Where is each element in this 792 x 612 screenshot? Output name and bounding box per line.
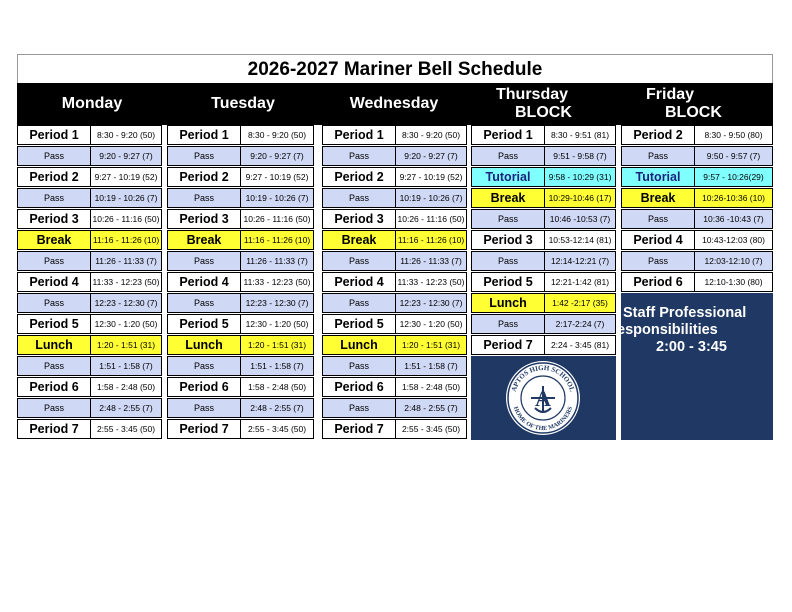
schedule-row [621,272,773,292]
schedule-row [322,272,467,292]
row-time: 9:27 - 10:19 (52) [94,172,158,182]
row-time: 12:10-1:30 (80) [704,277,763,287]
schedule-row [621,125,773,145]
schedule-row [471,314,616,334]
row-label: Period 2 [168,168,241,186]
schedule-row [471,188,616,208]
row-label: Pass [18,147,91,165]
staff-line-1: Staff Professional [623,305,747,321]
row-label: Period 4 [622,231,695,249]
day-header-bar [17,83,773,125]
thursday-label: Thursday [496,86,569,103]
schedule-row [471,335,616,355]
row-label: Pass [323,399,396,417]
row-time: 2:48 - 2:55 (7) [404,403,458,413]
row-time: 12:03-12:10 (7) [704,256,763,266]
row-time: 12:14-12:21 (7) [550,256,610,266]
row-label: Pass [472,147,545,165]
schedule-row [621,146,773,166]
schedule-row [471,209,616,229]
schedule-row [167,335,314,355]
row-time: 8:30 - 9:51 (81) [550,130,610,140]
row-label: Period 2 [622,126,695,144]
row-label: Pass [472,315,545,333]
row-time: 11:26 - 11:33 (7) [95,256,157,266]
row-time: 8:30 - 9:20 (50) [96,130,156,140]
row-time: 1:20 - 1:51 (31) [96,340,156,350]
row-time: 10:26 - 11:16 (50) [243,214,311,224]
row-time: 1:58 - 2:48 (50) [247,382,307,392]
row-time: 1:51 - 1:58 (7) [404,361,458,371]
row-time: 10:19 - 10:26 (7) [245,193,309,203]
schedule-row [17,272,162,292]
staff-line-3: 2:00 - 3:45 [656,339,727,355]
schedule-row [322,419,467,439]
row-label: Pass [168,294,241,312]
schedule-row [322,335,467,355]
schedule-row [167,272,314,292]
row-label: Break [472,189,545,207]
row-time: 10:19 - 10:26 (7) [399,193,463,203]
schedule-row [167,419,314,439]
row-label: Pass [18,357,91,375]
row-label: Break [622,189,695,207]
schedule-row [621,251,773,271]
row-time: 2:55 - 3:45 (50) [247,424,307,434]
schedule-row [167,167,314,187]
row-time: 2:55 - 3:45 (50) [401,424,461,434]
friday-label: Friday [646,86,695,103]
row-label: Pass [168,147,241,165]
row-label: Period 3 [18,210,91,228]
day-header-monday: Monday [61,95,123,112]
row-label: Pass [323,294,396,312]
row-label: Period 5 [18,315,91,333]
schedule-row [167,314,314,334]
schedule-row [471,167,616,187]
schedule-row [17,377,162,397]
schedule-row [621,230,773,250]
schedule-row [322,125,467,145]
schedule-row [621,188,773,208]
schedule-row [322,398,467,418]
row-time: 10:26 - 11:16 (50) [397,214,465,224]
row-label: Period 6 [168,378,241,396]
page-title: 2026-2027 Mariner Bell Schedule [17,54,773,84]
row-time: 11:16 - 11:26 (10) [397,235,465,245]
bell-schedule-sheet [17,54,773,444]
schedule-row [322,356,467,376]
aptos-high-school-seal-icon [471,356,616,440]
row-label: Pass [323,357,396,375]
row-time: 12:30 - 1:20 (50) [94,319,158,329]
schedule-row [621,209,773,229]
thursday-block-label: BLOCK [515,104,572,121]
row-label: Lunch [18,336,91,354]
staff-line-2: esponsibilities [617,322,718,338]
row-label: Pass [168,357,241,375]
schedule-row [17,188,162,208]
row-label: Pass [472,252,545,270]
schedule-row [621,167,773,187]
schedule-row [17,419,162,439]
row-label: Period 7 [323,420,396,438]
schedule-row [167,398,314,418]
row-label: Pass [168,252,241,270]
row-label: Period 5 [472,273,545,291]
row-label: Pass [622,210,695,228]
schedule-row [322,188,467,208]
row-time: 10:43-12:03 (80) [702,235,765,245]
row-time: 1:42 -2:17 (35) [552,298,608,308]
schedule-row [167,293,314,313]
row-time: 10:29-10:46 (17) [548,193,612,203]
row-label: Period 3 [472,231,545,249]
row-time: 10:19 - 10:26 (7) [94,193,158,203]
row-time: 2:55 - 3:45 (50) [96,424,156,434]
row-label: Period 4 [323,273,396,291]
schedule-row [322,314,467,334]
schedule-row [471,146,616,166]
row-label: Break [168,231,241,249]
row-label: Break [18,231,91,249]
schedule-row [167,209,314,229]
schedule-row [17,398,162,418]
row-label: Pass [323,252,396,270]
row-time: 2:17-2:24 (7) [555,319,605,329]
row-label: Period 3 [168,210,241,228]
row-time: 12:21-1:42 (81) [550,277,610,287]
staff-professional-panel [617,293,773,440]
row-label: Period 1 [168,126,241,144]
schedule-row [17,167,162,187]
row-label: Pass [18,189,91,207]
row-time: 12:30 - 1:20 (50) [245,319,309,329]
row-time: 8:30 - 9:20 (50) [247,130,307,140]
row-label: Pass [18,294,91,312]
schedule-row [471,251,616,271]
row-time: 11:16 - 11:26 (10) [92,235,160,245]
schedule-row [322,293,467,313]
row-time: 1:58 - 2:48 (50) [401,382,461,392]
schedule-row [167,230,314,250]
row-time: 10:46 -10:53 (7) [549,214,611,224]
schedule-row [471,293,616,313]
day-header-tuesday: Tuesday [211,95,275,112]
row-label: Lunch [168,336,241,354]
row-time: 9:58 - 10:29 (31) [548,172,612,182]
schedule-row [17,356,162,376]
schedule-row [17,251,162,271]
row-label: Pass [168,399,241,417]
schedule-row [167,125,314,145]
row-label: Period 5 [323,315,396,333]
schedule-row [17,146,162,166]
schedule-row [471,272,616,292]
schedule-row [167,377,314,397]
row-label: Period 5 [168,315,241,333]
row-time: 2:48 - 2:55 (7) [250,403,304,413]
row-time: 12:23 - 12:30 (7) [94,298,158,308]
school-logo-panel [471,356,616,440]
schedule-row [17,335,162,355]
day-header-wednesday: Wednesday [349,95,439,112]
row-time: 10:26 - 11:16 (50) [92,214,160,224]
row-time: 10:36 -10:43 (7) [703,214,764,224]
row-label: Pass [622,252,695,270]
schedule-row [167,146,314,166]
schedule-row [17,230,162,250]
row-label: Period 6 [622,273,695,291]
row-label: Pass [18,252,91,270]
row-label: Break [323,231,396,249]
row-time: 8:30 - 9:50 (80) [704,130,763,140]
row-label: Period 2 [323,168,396,186]
row-time: 12:23 - 12:30 (7) [245,298,309,308]
row-time: 12:23 - 12:30 (7) [399,298,463,308]
logo-letter: A [535,386,551,411]
schedule-row [322,146,467,166]
row-time: 8:30 - 9:20 (50) [401,130,461,140]
schedule-row [322,209,467,229]
row-time: 12:30 - 1:20 (50) [399,319,463,329]
row-label: Period 6 [18,378,91,396]
schedule-row [167,188,314,208]
row-time: 9:20 - 9:27 (7) [250,151,304,161]
row-time: 11:33 - 12:23 (50) [397,277,465,287]
schedule-row [322,167,467,187]
row-time: 1:51 - 1:58 (7) [250,361,304,371]
row-label: Period 7 [472,336,545,354]
row-time: 9:51 - 9:58 (7) [553,151,607,161]
row-label: Period 1 [323,126,396,144]
schedule-row [167,356,314,376]
row-label: Period 7 [168,420,241,438]
schedule-row [471,230,616,250]
schedule-row [17,314,162,334]
row-label: Pass [323,147,396,165]
row-time: 9:57 - 10:26(29) [703,172,764,182]
row-time: 11:16 - 11:26 (10) [243,235,311,245]
schedule-row [322,377,467,397]
row-label: Tutorial [472,168,545,186]
row-time: 10:26-10:36 (10) [702,193,765,203]
schedule-row [471,125,616,145]
day-header-friday [646,83,771,125]
row-label: Period 4 [168,273,241,291]
row-time: 1:20 - 1:51 (31) [247,340,307,350]
schedule-row [17,209,162,229]
schedule-row [17,293,162,313]
row-time: 9:27 - 10:19 (52) [245,172,309,182]
row-label: Period 1 [18,126,91,144]
schedule-row [167,251,314,271]
day-header-thursday [496,83,626,125]
row-label: Period 4 [18,273,91,291]
logo-text-top: APTOS HIGH SCHOOL [509,363,577,393]
row-label: Lunch [323,336,396,354]
row-time: 9:20 - 9:27 (7) [404,151,458,161]
row-time: 11:26 - 11:33 (7) [400,256,462,266]
row-label: Period 7 [18,420,91,438]
logo-text-bottom: HOME OF THE MARINERS [511,405,575,433]
row-label: Period 1 [472,126,545,144]
row-time: 2:48 - 2:55 (7) [99,403,153,413]
row-label: Tutorial [622,168,695,186]
row-label: Pass [622,147,695,165]
row-time: 11:33 - 12:23 (50) [243,277,311,287]
row-label: Period 3 [323,210,396,228]
row-time: 1:51 - 1:58 (7) [99,361,153,371]
row-time: 11:33 - 12:23 (50) [92,277,160,287]
row-time: 9:27 - 10:19 (52) [399,172,463,182]
row-label: Lunch [472,294,545,312]
row-time: 2:24 - 3:45 (81) [550,340,610,350]
row-time: 1:58 - 2:48 (50) [96,382,156,392]
row-label: Pass [323,189,396,207]
schedule-row [17,125,162,145]
schedule-row [322,251,467,271]
row-label: Pass [472,210,545,228]
row-time: 1:20 - 1:51 (31) [401,340,461,350]
row-label: Period 2 [18,168,91,186]
row-label: Period 6 [323,378,396,396]
row-label: Pass [18,399,91,417]
friday-block-label: BLOCK [665,104,722,121]
row-time: 9:50 - 9:57 (7) [706,151,761,161]
schedule-row [322,230,467,250]
row-label: Pass [168,189,241,207]
row-time: 10:53-12:14 (81) [548,235,612,245]
row-time: 11:26 - 11:33 (7) [246,256,308,266]
row-time: 9:20 - 9:27 (7) [99,151,153,161]
